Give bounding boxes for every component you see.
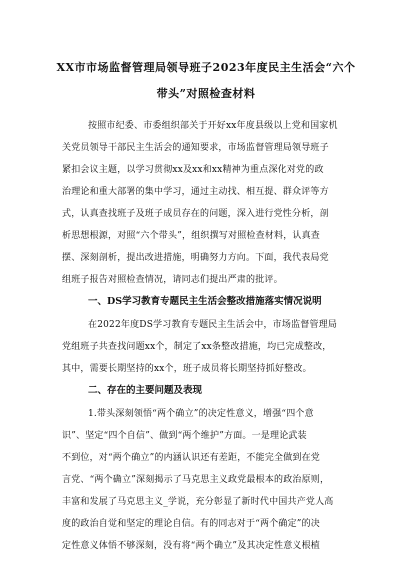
section-2-line: 度的政治自觉和坚定的理论自信。有的同志对于“两个确定”的决 xyxy=(62,519,321,529)
section-2-line: 识”、坚定“四个自信”、做到“两个维护”方面。一是理论武装 xyxy=(62,431,307,441)
intro-paragraph-line: 摆、深刻剖析，提出改进措施，明确努力方向。下面，我代表局党 xyxy=(62,253,329,263)
intro-paragraph-line: 紧扣会议主题，以学习贯彻xx及xx和xx精神为重点深化对党的政 xyxy=(62,165,324,175)
document-title-line-2: 带头”对照检查材料 xyxy=(156,87,256,100)
section-2-line: 言党、“两个确立”深刻揭示了马克思主义政党最根本的政治原则， xyxy=(62,475,330,485)
intro-paragraph-line: 式，认真查找班子及班子成员存在的问题，深入进行党性分析，剖 xyxy=(62,209,329,219)
intro-paragraph-line: 按照市纪委、市委组织部关于开好xx年度县级以上党和国家机 xyxy=(88,121,338,131)
section-2-line: 定性意义体悟不够深刻，没有将“两个确立”及其决定性意义根植 xyxy=(62,541,321,551)
intro-paragraph-line: 组班子报告对照检查情况，请同志们提出严肃的批评。 xyxy=(62,275,283,285)
section-1-heading: 一、DS学习教育专题民主生活会整改措施落实情况说明 xyxy=(88,296,322,307)
section-1-line: 其中，需要长期坚持的xx个，班子成员将长期坚持抓好整改。 xyxy=(62,364,312,374)
section-2-line: 丰富和发展了马克思主义_学说，充分彰显了新时代中国共产党人高 xyxy=(62,497,334,507)
section-1-line: 党组班子共查找问题xx个，制定了xx条整改措施，均已完成整改， xyxy=(62,342,332,352)
document-title-line-1: XX市市场监督管理局领导班子2023年度民主生活会“六个 xyxy=(56,61,356,74)
section-1-line: 在2022年度DS学习教育专题民主生活会中，市场监督管理局 xyxy=(88,320,338,330)
intro-paragraph-line: 治理论和重大部署的集中学习，通过主动找、相互提、群众评等方 xyxy=(62,187,329,197)
section-2-heading: 二、存在的主要问题及表现 xyxy=(88,385,203,396)
section-2-line: 1.带头深刻领悟“两个确立”的决定性意义，增强“四个意 xyxy=(88,409,314,419)
section-2-line: 不到位，对“两个确立”的内涵认识还有差距，不能完全做到在党 xyxy=(62,453,321,463)
intro-paragraph-line: 关党员领导干部民主生活会的通知要求，市场监督管理局领导班子 xyxy=(62,143,329,153)
intro-paragraph-line: 析思想根源，对照“六个带头”，组织撰写对照检查材料，认真查 xyxy=(62,231,321,241)
